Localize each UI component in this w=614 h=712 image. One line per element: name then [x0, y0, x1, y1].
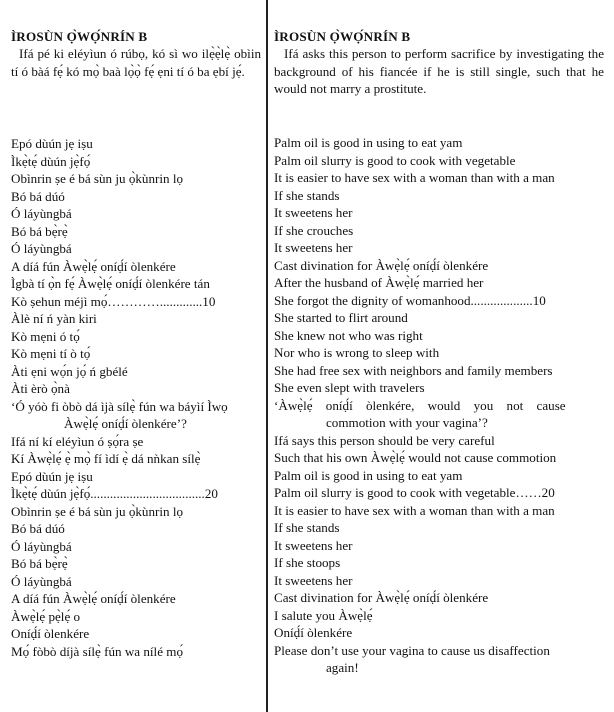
- verse-line: Oníḍ́í òlenkére: [11, 626, 90, 641]
- verse-line: Bó bá bẹ̀rẹ̀: [11, 556, 68, 571]
- verse-line: Bó bá dúó: [11, 188, 65, 204]
- english-heading: ÌROSÙN Ọ̀WỌ́NRÍN B: [274, 29, 411, 44]
- verse-line: Àwẹ̀lẹ́ pẹ̀lẹ́ o: [11, 608, 81, 624]
- verse-line: Nor who is wrong to sleep with: [274, 345, 440, 360]
- verse-line: Ó láyùngbá: [11, 206, 72, 221]
- verse-line: Ifá ní kí eléyìun ó ṣọ́ra ṣe: [11, 433, 144, 449]
- verse-line: Kò mẹni tí ò tọ́: [11, 346, 91, 361]
- verse-line: Epó dùún jẹ iṣu: [11, 468, 93, 484]
- column-divider: [266, 0, 268, 712]
- verse-line: ‘Àwẹ̀lẹ́ oníḍ́í òlenkére, would you not cause: [274, 397, 566, 413]
- verse-line: Oníḍ́í òlenkére: [274, 625, 353, 640]
- verse-line: If she stands: [274, 520, 340, 535]
- verse-line: Ifá says this person should be very careful: [274, 432, 495, 448]
- verse-line: It sweetens her: [274, 537, 353, 553]
- yoruba-verses: [11, 135, 263, 660]
- verse-line: Bó bá bẹ̀rẹ̀: [11, 223, 68, 239]
- verse-line: Palm oil slurry is good to cook with vegetable……20: [274, 485, 555, 500]
- verse-line: If she crouches: [274, 222, 354, 238]
- verse-line: again!: [326, 660, 359, 675]
- verse-line: A díá fún Àwẹ̀lẹ́ oníḍ́í òlenkére: [11, 591, 176, 606]
- verse-line: Ó láyùngbá: [11, 538, 72, 554]
- verse-line: Àti ẹni wọ́n jọ́ ń gbélé: [11, 363, 128, 379]
- verse-line: If she stoops: [274, 555, 341, 570]
- verse-line: Palm oil is good in using to eat yam: [274, 135, 463, 150]
- verse-line: Ìgbà tí ọ̀n fẹ́ Àwẹ̀lẹ́ oníḍ́í òlenkére tán: [11, 276, 210, 291]
- verse-line: Such that his own Àwẹ̀lẹ́ would not cause commotion: [274, 450, 557, 465]
- verse-line: Àlè ní ń yàn kiri: [11, 311, 97, 326]
- verse-line: Cast divination for Àwẹ̀lẹ́ oníḍ́í òlenkére: [274, 590, 489, 605]
- verse-line: commotion with your vagina’?: [326, 415, 488, 430]
- verse-line: She started to flirt around: [274, 310, 408, 325]
- verse-line: Ó láyùngbá: [11, 241, 72, 256]
- verse-line: Mọ́ fòbò díjà sílẹ̀ fún wa nílé mọ́: [11, 643, 184, 659]
- verse-line: Please don’t use your vagina to cause us disaffection: [274, 642, 550, 658]
- verse-line: She had free sex with neighbors and family members: [274, 362, 553, 378]
- verse-line: It sweetens her: [274, 205, 353, 220]
- verse-line: Obìnrin ṣe é bá sùn ju ọ̀kùnrin lọ: [11, 503, 184, 519]
- verse-line: It is easier to have sex with a woman than with a man: [274, 502, 555, 518]
- verse-line: Epó dùún jẹ iṣu: [11, 136, 93, 151]
- verse-line: Kò ṣehun méjì mọ́………….............10: [11, 293, 216, 309]
- verse-line: She knew not who was right: [274, 327, 423, 343]
- verse-line: Palm oil is good in using to eat yam: [274, 467, 463, 483]
- verse-line: If she stands: [274, 187, 340, 203]
- verse-line: ‘Ó yóò fi òbò dá ìjà sílẹ̀ fún wa báyìí Ìwọ: [11, 398, 228, 414]
- yoruba-intro: Ifá pé ki eléyìun ó rúbọ, kó sì wo ilẹ̀ẹ̀lẹ̀ obìin tí ó bàá fẹ́ kó mọ̀ baà lọ̀ọ̀ fẹ́ ẹni tí ó ba ẹbí jẹ́.: [11, 46, 261, 79]
- english-verses: [274, 134, 604, 677]
- verse-line: It sweetens her: [274, 572, 353, 588]
- verse-line: It sweetens her: [274, 240, 353, 255]
- verse-line: After the husband of Àwẹ̀lẹ́ married her: [274, 275, 484, 290]
- yoruba-heading: ÌROSÙN Ọ̀WỌ́NRÍN B: [11, 29, 148, 44]
- verse-line: I salute you Àwẹ̀lẹ́: [274, 607, 373, 623]
- verse-line: Bó bá dúó: [11, 521, 65, 536]
- verse-line: Ó láyùngbá: [11, 573, 72, 589]
- verse-line: She even slept with travelers: [274, 380, 425, 395]
- verse-line: It is easier to have sex with a woman than with a man: [274, 170, 555, 185]
- verse-line: Cast divination for Àwẹ̀lẹ́ oníḍ́í òlenkére: [274, 257, 489, 273]
- verse-line: Ìkẹ̀tẹ́ dùún jẹ̀fọ́...................................20: [11, 486, 218, 501]
- verse-line: Palm oil slurry is good to cook with vegetable: [274, 152, 516, 168]
- verse-line: Àti èrò ọ̀nà: [11, 381, 70, 396]
- verse-line: Àwẹ̀lẹ́ oníḍ́í òlenkére’?: [64, 416, 187, 431]
- verse-line: Kò mẹni ó tọ́: [11, 328, 80, 344]
- verse-line: She forgot the dignity of womanhood...................10: [274, 292, 546, 308]
- verse-line: Obìnrin ṣe é bá sùn ju ọ̀kùnrin lọ: [11, 171, 184, 186]
- english-intro: Ifá asks this person to perform sacrifice by investigating the background of his fiancée if he is still single, such that he would not marry a prostitute.: [274, 46, 604, 96]
- verse-line: Kí Àwẹ̀lẹ́ ẹ̀ mọ̀ fí ìdí ẹ̀ dá nǹkan sílẹ̀: [11, 451, 201, 466]
- verse-line: Ìkẹ̀tẹ́ dùún jẹ̀fọ́: [11, 153, 91, 169]
- verse-line: A díá fún Àwẹ̀lẹ́ oníḍ́í òlenkére: [11, 258, 176, 274]
